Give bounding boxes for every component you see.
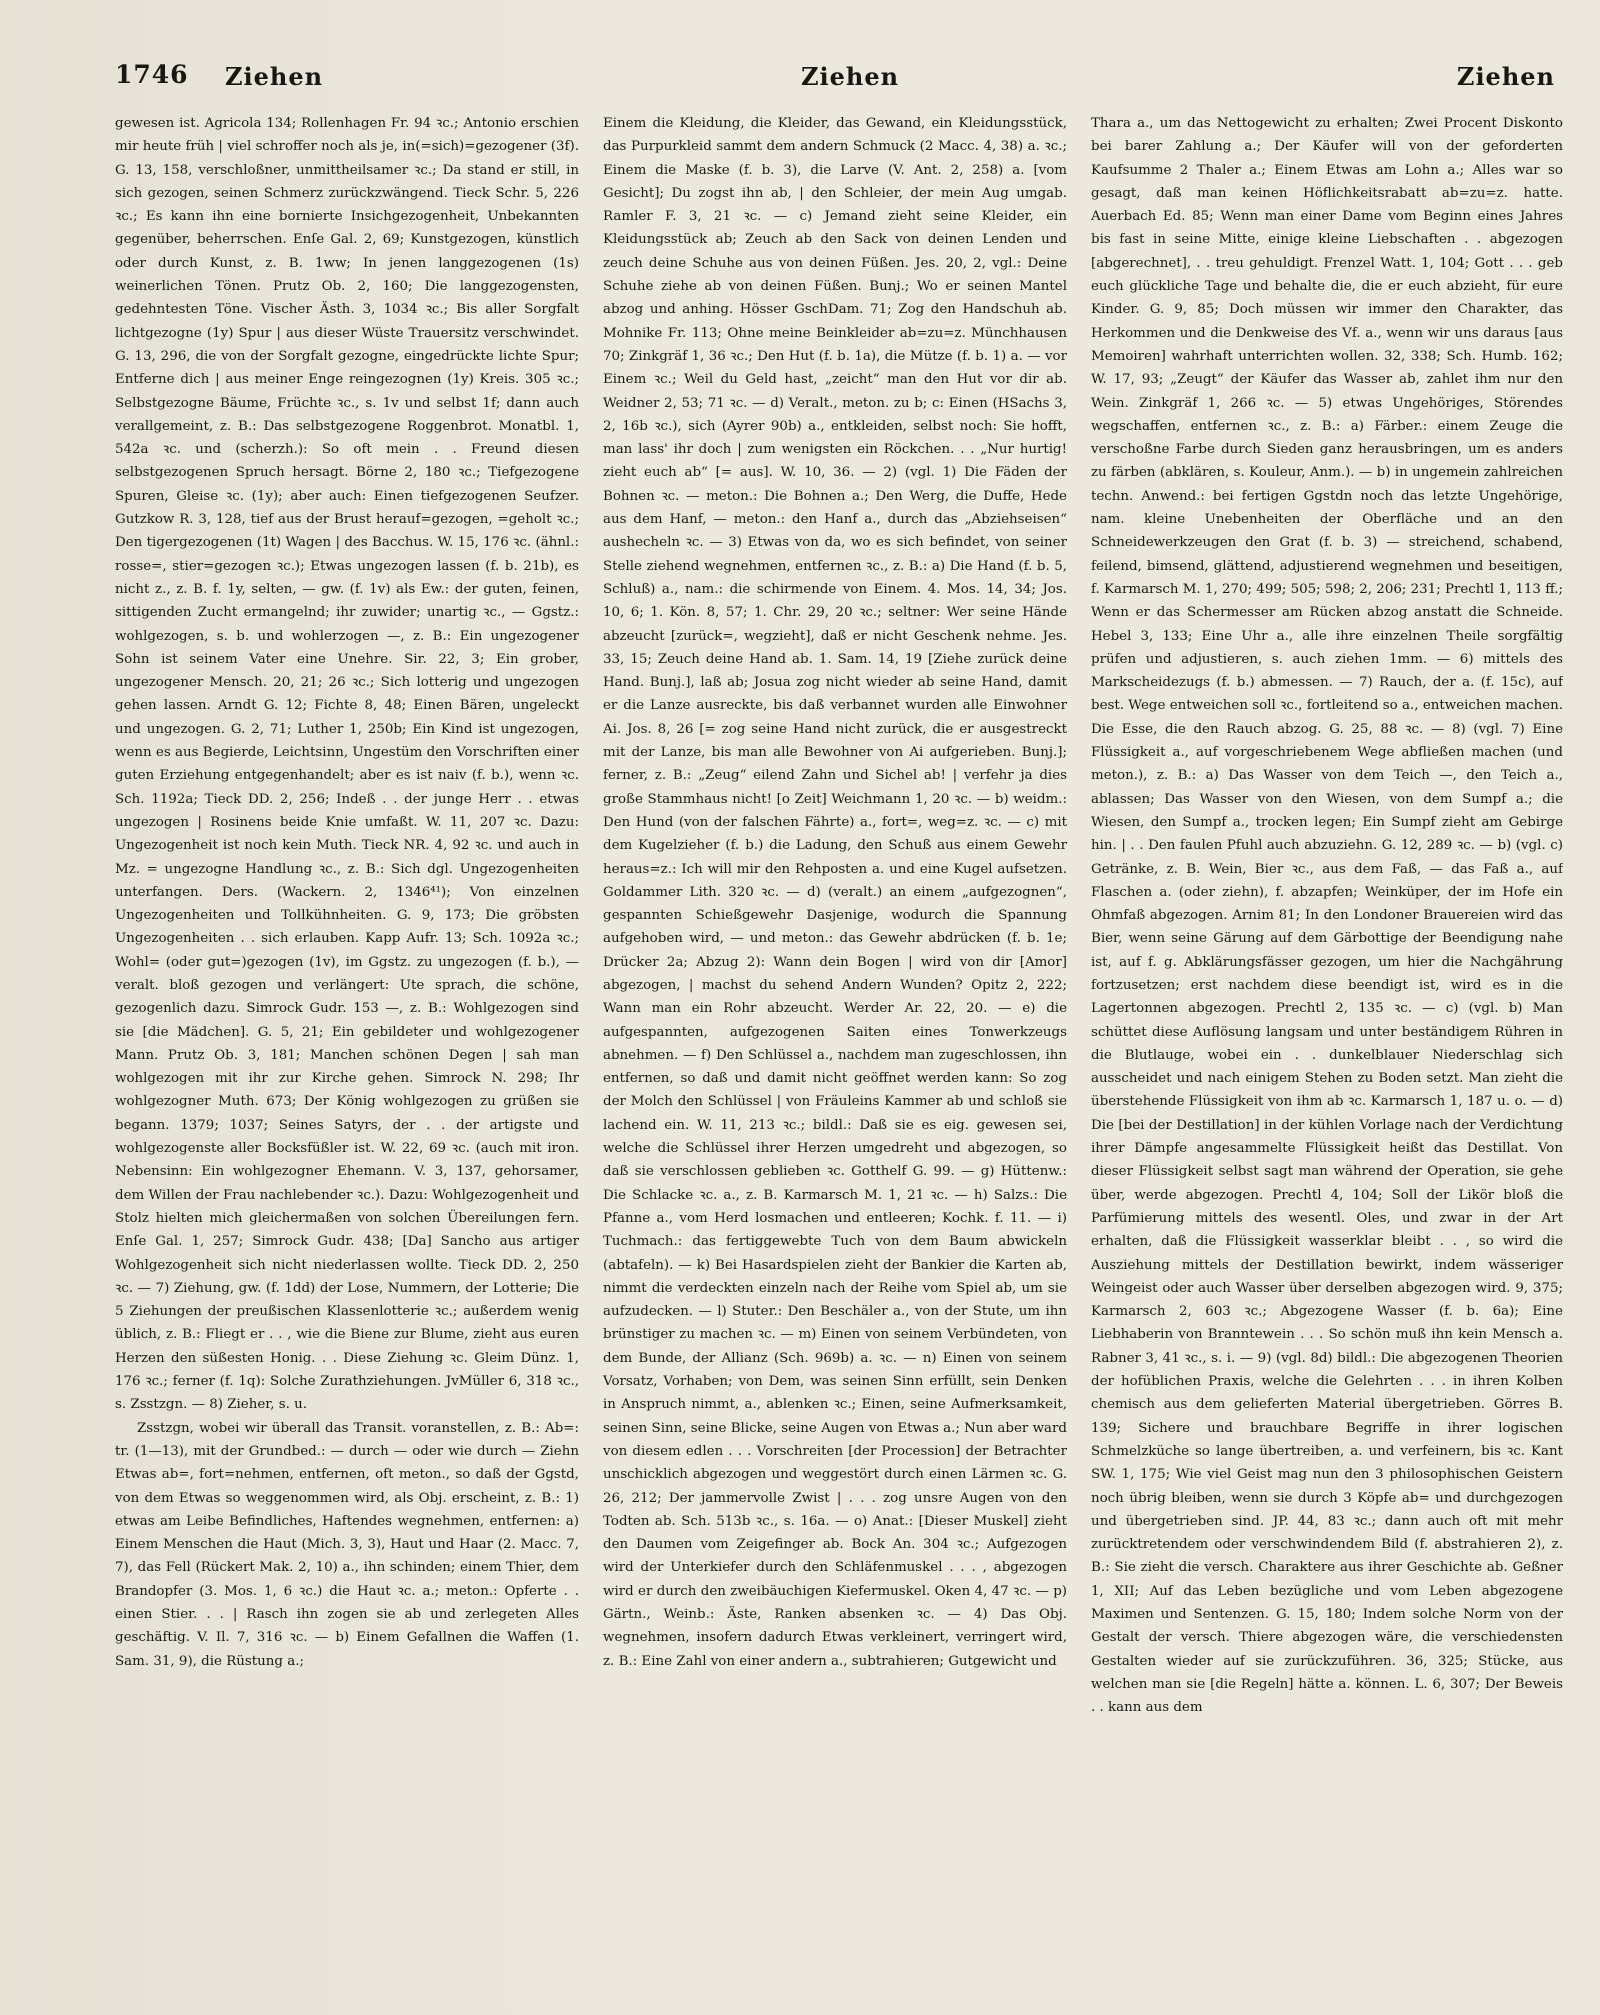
page-number: 1746: [115, 60, 189, 89]
column-middle: [603, 112, 1067, 1990]
running-head-center: Ziehen: [801, 62, 900, 91]
page-header: [115, 60, 1555, 100]
column-left-paragraph: gewesen ist. Agricola 134; Rollenhagen Fr. 94 ꝛc.; Antonio erschien mir heute früh | viel schroffer noch als je, in(=sich)=gezogener (3f). G. 13, 158, verschloßner, unmittheilsamer ꝛc.; Da stand er still, in sich gezogen, seinen Schmerz zurückzwängend. Tieck Schr. 5, 226 ꝛc.; Es kann ihn eine bornierte Insichgezogenheit, Unbekannten gegenüber, beherrschen. Enſe Gal. 2, 69; Kunstgezogen, künstlich oder durch Kunst, z. B. 1ww; In jenen langgezogenen (1s) weinerlichen Tönen. Prutz Ob. 2, 160; Die langgezogensten, gedehntesten Töne. Vischer Ästh. 3, 1034 ꝛc.; Bis aller Sorgfalt lichtgezogne (1y) Spur | aus dieser Wüste Trauersitz verschwindet. G. 13, 296, die von der Sorgfalt gezogne, eingedrückte lichte Spur; Entferne dich | aus meiner Enge reingezognen (1y) Kreis. 305 ꝛc.; Selbstgezogne Bäume, Früchte ꝛc., s. 1v und selbst 1f; dann auch verallgemeint, z. B.: Das selbstgezogene Roggenbrot. Monatbl. 1, 542a ꝛc. und (scherzh.): So oft mein . . Freund diesen selbstgezogenen Spruch hersagt. Börne 2, 180 ꝛc.; Tiefgezogene Spuren, Gleise ꝛc. (1y); aber auch: Einen tiefgezogenen Seufzer. Gutzkow R. 3, 128, tief aus der Brust herauf=gezogen, =geholt ꝛc.; Den tigergezogenen (1t) Wagen | des Bacchus. W. 15, 176 ꝛc. (ähnl.: rosse=, stier=gezogen ꝛc.); Etwas ungezogen lassen (f. b. 21b), es nicht z., z. B. f. 1y, selten, — gw. (f. 1v) als Ew.: der guten, feinen, sittigenden Zucht ermangelnd; ihr zuwider; unartig ꝛc., — Ggstz.: wohlgezogen, s. b. und wohlerzogen —, z. B.: Ein ungezogener Sohn ist seinem Vater eine Unehre. Sir. 22, 3; Ein grober, ungezogener Mensch. 20, 21; 26 ꝛc.; Sich lotterig und ungezogen gehen lassen. Arndt G. 12; Fichte 8, 48; Einen Bären, ungeleckt und ungezogen. G. 2, 71; Luther 1, 250b; Ein Kind ist ungezogen, wenn es aus Begierde, Leichtsinn, Ungestüm den Vorschriften einer guten Erziehung entgegenhandelt; aber es ist naiv (f. b.), wenn ꝛc. Sch. 1192a; Tieck DD. 2, 256; Indeß . . der junge Herr . . etwas ungezogen | Rosinens beide Knie umfaßt. W. 11, 207 ꝛc. Dazu: Ungezogenheit ist noch kein Muth. Tieck NR. 4, 92 ꝛc. und auch in Mz. = ungezogne Handlung ꝛc., z. B.: Sich dgl. Ungezogenheiten unterfangen. Ders. (Wackern. 2, 1346⁴¹); Von einzelnen Ungezogenheiten und Tollkühnheiten. G. 9, 173; Die gröbsten Ungezogenheiten . . sich erlauben. Kapp Aufr. 13; Sch. 1092a ꝛc.; Wohl= (oder gut=)gezogen (1v), im Ggstz. zu ungezogen (f. b.), — veralt. bloß gezogen und verlängert: Ute sprach, die schöne, gezogenlich dazu. Simrock Gudr. 153 —, z. B.: Wohlgezogen sind sie [die Mädchen]. G. 5, 21; Ein gebildeter und wohlgezogener Mann. Prutz Ob. 3, 181; Manchen schönen Degen | sah man wohlgezogen mit ihr zur Kirche gehen. Simrock N. 298; Ihr wohlgezogner Muth. 673; Der König wohlgezogen zu grüßen sie begann. 1379; 1037; Seines Satyrs, der . . der artigste und wohlgezogenste aller Bocksfüßler ist. W. 22, 69 ꝛc. (auch mit iron. Nebensinn: Ein wohlgezogner Ehemann. V. 3, 137, gehorsamer, dem Willen der Frau nachlebender ꝛc.). Dazu: Wohlgezogenheit und Stolz hielten mich gleichermaßen von solchen Übereilungen fern. Enſe Gal. 1, 257; Simrock Gudr. 438; [Da] Sancho aus artiger Wohlgezogenheit sich nicht niederlassen wollte. Tieck DD. 2, 250 ꝛc. — 7) Ziehung, gw. (f. 1dd) der Lose, Nummern, der Lotterie; Die 5 Ziehungen der preußischen Klassenlotterie ꝛc.; außerdem wenig üblich, z. B.: Fliegt er . . , wie die Biene zur Blume, zieht aus euren Herzen den süßesten Honig. . . Diese Ziehung ꝛc. Gleim Dünz. 1, 176 ꝛc.; ferner (f. 1q): Solche Zurathziehungen. JvMüller 6, 318 ꝛc., s. Zsstzgn. — 8) Zieher, s. u.: [115, 116, 579, 1413]
column-middle-paragraph: Einem die Kleidung, die Kleider, das Gewand, ein Kleidungsstück, das Purpurkleid sammt dem andern Schmuck (2 Macc. 4, 38) a. ꝛc.; Einem die Maske (f. b. 3), die Larve (V. Ant. 2, 258) a. [vom Gesicht]; Du zogst ihn ab, | den Schleier, der mein Aug umgab. Ramler F. 3, 21 ꝛc. — c) Jemand zieht seine Kleider, ein Kleidungsstück ab; Zeuch ab den Sack von deinen Lenden und zeuch deine Schuhe aus von deinen Füßen. Jes. 20, 2, vgl.: Deine Schuhe ziehe ab von deinen Füßen. Bunj.; Wo er seinen Mantel abzog und anhing. Hösser GschDam. 71; Zog den Handschuh ab. Mohnike Fr. 113; Ohne meine Beinkleider ab=zu=z. Münchhausen 70; Zinkgräf 1, 36 ꝛc.; Den Hut (f. b. 1a), die Mütze (f. b. 1) a. — vor Einem ꝛc.; Weil du Geld hast, „zeicht“ man den Hut vor dir ab. Weidner 2, 53; 71 ꝛc. — d) Veralt., meton. zu b; c: Einen (HSachs 3, 2, 16b ꝛc.), sich (Ayrer 90b) a., entkleiden, selbst noch: Sie hofft, man lass' ihr doch | zum wenigsten ein Röckchen. . . „Nur hurtig! zieht euch ab“ [= aus]. W. 10, 36. — 2) (vgl. 1) Die Fäden der Bohnen ꝛc. — meton.: Die Bohnen a.; Den Werg, die Duffe, Hede aus dem Hanf, — meton.: den Hanf a., durch das „Abziehseisen“ aushecheln ꝛc. — 3) Etwas von da, wo es sich befindet, von seiner Stelle ziehend wegnehmen, entfernen ꝛc., z. B.: a) Die Hand (f. b. 5, Schluß) a., nam.: die schirmende von Einem. 4. Mos. 14, 34; Jos. 10, 6; 1. Kön. 8, 57; 1. Chr. 29, 20 ꝛc.; seltner: Wer seine Hände abzeucht [zurück=, wegzieht], daß er nicht Geschenk nehme. Jes. 33, 15; Zeuch deine Hand ab. 1. Sam. 14, 19 [Ziehe zurück deine Hand. Bunj.], laß ab; Josua zog nicht wieder ab seine Hand, damit er die Lanze ausreckte, bis daß verbannet wurden alle Einwohner Ai. Jos. 8, 26 [= zog seine Hand nicht zurück, die er ausgestreckt mit der Lanze, bis man alle Bewohner von Ai aufgerieben. Bunj.]; ferner, z. B.: „Zeug“ eilend Zahn und Sichel ab! | verfehr ja dies große Stammhaus nicht! [o Zeit] Weichmann 1, 20 ꝛc. — b) weidm.: Den Hund (von der falschen Fährte) a., fort=, weg=z. ꝛc. — c) mit dem Kugelzieher (f. b.) die Ladung, den Schuß aus einem Gewehr heraus=z.: Ich will mir den Rehposten a. und eine Kugel aufsetzen. Goldammer Lith. 320 ꝛc. — d) (veralt.) an einem „aufgezognen“, gespannten Schießgewehr Dasjenige, wodurch die Spannung aufgehoben wird, — und meton.: das Gewehr abdrücken (f. b. 1e; Drücker 2a; Abzug 2): Wann dein Bogen | wird von dir [Amor] abgezogen, | machst du sehend Andern Wunden? Opitz 2, 222; Wann man ein Rohr abzeucht. Werder Ar. 22, 20. — e) die aufgespannten, aufgezogenen Saiten eines Tonwerkzeugs abnehmen. — f) Den Schlüssel a., nachdem man zugeschlossen, ihn entfernen, so daß und damit nicht geöffnet werden kann: So zog der Molch den Schlüssel | von Fräuleins Kammer ab und schloß sie lachend ein. W. 11, 213 ꝛc.; bildl.: Daß sie es eig. gewesen sei, welche die Schlüssel ihrer Herzen umgedreht und abgezogen, so daß sie verschlossen geblieben ꝛc. Gotthelf G. 99. — g) Hüttenw.: Die Schlacke ꝛc. a., z. B. Karmarsch M. 1, 21 ꝛc. — h) Salzs.: Die Pfanne a., vom Herd losmachen und entleeren; Kochk. f. 11. — i) Tuchmach.: das fertiggewebte Tuch von dem Baum abwickeln (abtafeln). — k) Bei Hasardspielen zieht der Bankier die Karten ab, nimmt die verdeckten einzeln nach der Reihe vom Spiel ab, um sie aufzudecken. — l) Stuter.: Den Beschäler a., von der Stute, um ihn brünstiger zu machen ꝛc. — m) Einen von seinem Verbündeten, von dem Bunde, der Allianz (Sch. 969b) a. ꝛc. — n) Einen von seinem Vorsatz, Vorhaben; von Dem, was seinen Sinn erfüllt, sein Denken in Anspruch nimmt, a., ablenken ꝛc.; Einen, seine Aufmerksamkeit, seinen Sinn, seine Blicke, seine Augen von Etwas a.; Nun aber ward von diesem edlen . . . Vorschreiten [der Procession] der Betrachter unschicklich abgezogen und weggestört durch einen Lärmen ꝛc. G. 26, 212; Der jammervolle Zwist | . . . zog unsre Augen von den Todten ab. Sch. 513b ꝛc., s. 16a. — o) Anat.: [Dieser Muskel] zieht den Daumen vom Zeigefinger ab. Bock An. 304 ꝛc.; Aufgezogen wird der Unterkiefer durch den Schläfenmuskel . . . , abgezogen wird er durch den zweibäuchigen Kiefermuskel. Oken 4, 47 ꝛc. — p) Gärtn., Weinb.: Äste, Ranken absenken ꝛc. — 4) Das Obj. wegnehmen, insofern dadurch Etwas verkleinert, verringert wird, z. B.: Eine Zahl von einer andern a., subtrahieren; Gutgewicht und: [603, 116, 1067, 1669]
column-left-paragraph: Zsstzgn, wobei wir überall das Transit. voranstellen, z. B.: Ab=: tr. (1—13), mit der Grundbed.: — durch — oder wie durch — Ziehn Etwas ab=, fort=nehmen, entfernen, oft meton., so daß der Ggstd, von dem Etwas so weggenommen wird, als Obj. erscheint, z. B.: 1) etwas am Leibe Befindliches, Haftendes wegnehmen, entfernen: a) Einem Menschen die Haut (Mich. 3, 3), Haut und Haar (2. Macc. 7, 7), das Fell (Rückert Mak. 2, 10) a., ihn schinden; einem Thier, dem Brandopfer (3. Mos. 1, 6 ꝛc.) die Haut ꝛc. a.; meton.: Opferte . . einen Stier. . . | Rasch ihn zogen sie ab und zerlegeten Alles geschäftig. V. Il. 7, 316 ꝛc. — b) Einem Gefallnen die Waffen (1. Sam. 31, 9), die Rüstung a.;: [115, 1420, 579, 1669]
text-columns: [115, 112, 1563, 1990]
running-head-left: Ziehen: [225, 62, 324, 91]
running-head-right: Ziehen: [1456, 62, 1555, 91]
column-right-paragraph: Thara a., um das Nettogewicht zu erhalten; Zwei Procent Diskonto bei barer Zahlung a.; Der Käufer will von der geforderten Kaufsumme 2 Thaler a.; Einem Etwas am Lohn a.; Alles war so gesagt, daß man keinen Höflichkeitsrabatt ab=zu=z. hatte. Auerbach Ed. 85; Wenn man einer Dame vom Beginn eines Jahres bis fast in seine Mitte, einige kleine Liebschaften . . abgezogen [abgerechnet], . . treu gehuldigt. Frenzel Watt. 1, 104; Gott . . . geb euch glückliche Tage und behalte die, die er euch abzieht, für eure Kinder. G. 9, 85; Doch müssen wir immer den Charakter, das Herkommen und die Denkweise des Vf. a., wenn wir uns daraus [aus Memoiren] wahrhaft unterrichten wollen. 32, 338; Sch. Humb. 162; W. 17, 93; „Zeugt“ der Käufer das Wasser ab, zahlet ihm nur den Wein. Zinkgräf 1, 266 ꝛc. — 5) etwas Ungehöriges, Störendes wegschaffen, entfernen ꝛc., z. B.: a) Färber.: einem Zeuge die verschoßne Farbe durch Sieden ganz herausbringen, um es anders zu färben (abklären, s. Kouleur, Anm.). — b) in ungemein zahlreichen techn. Anwend.: bei fertigen Ggstdn noch das letzte Ungehörige, nam. kleine Unebenheiten der Oberfläche und an den Schneidewerkzeugen den Grat (f. b. 3) — streichend, schabend, feilend, bimsend, glättend, adjustierend wegnehmen und beseitigen, f. Karmarsch M. 1, 270; 499; 505; 598; 2, 206; 231; Prechtl 1, 113 ff.; Wenn er das Schermesser am Rücken abzog anstatt die Schneide. Hebel 3, 133; Eine Uhr a., alle ihre einzelnen Theile sorgfältig prüfen und adjustieren, s. auch ziehen 1mm. — 6) mittels des Markscheidezugs (f. b.) abmessen. — 7) Rauch, der a. (f. 15c), auf best. Wege entweichen soll ꝛc., fortleitend so a., entweichen machen. Die Esse, die den Rauch abzog. G. 25, 88 ꝛc. — 8) (vgl. 7) Eine Flüssigkeit a., auf vorgeschriebenem Wege abfließen machen (und meton.), z. B.: a) Das Wasser von dem Teich —, den Teich a., ablassen; Das Wasser von den Wiesen, von dem Sumpf a.; die Wiesen, den Sumpf a., trocken legen; Ein Sumpf zieht am Gebirge hin. | . . Den faulen Pfuhl auch abzuziehn. G. 12, 289 ꝛc. — b) (vgl. c) Getränke, z. B. Wein, Bier ꝛc., aus dem Faß, — das Faß a., auf Flaschen a. (oder ziehn), f. abzapfen; Weinküper, der im Hofe ein Ohmfaß abgezogen. Arnim 81; In den Londoner Brauereien wird das Bier, wenn seine Gärung auf dem Gärbottige der Beendigung nahe ist, auf f. g. Abklärungsfässer gezogen, um hier die Nachgährung fortzusetzen; erst nachdem diese beendigt ist, wird es in die Lagertonnen abgezogen. Prechtl 2, 135 ꝛc. — c) (vgl. b) Man schüttet diese Auflösung langsam und unter beständigem Rühren in die Blutlauge, wobei ein . . dunkelblauer Niederschlag sich ausscheidet und nach einigem Stehen zu Boden setzt. Man zieht die überstehende Flüssigkeit von ihm ab ꝛc. Karmarsch 1, 187 u. o. — d) Die [bei der Destillation] in der kühlen Vorlage nach der Verdichtung ihrer Dämpfe angesammelte Flüssigkeit heißt das Destillat. Von dieser Flüssigkeit selbst sagt man während der Operation, sie gehe über, werde abgezogen. Prechtl 4, 104; Soll der Likör bloß die Parfümierung mittels des wesentl. Oles, und zwar in der Art erhalten, daß die Flüssigkeit wasserklar bleibt . . , so wird die Ausziehung mittels der Destillation bewirkt, indem wässeriger Weingeist oder auch Wasser über derselben abgezogen wird. 9, 375; Karmarsch 2, 603 ꝛc.; Abgezogene Wasser (f. b. 6a); Eine Liebhaberin von Branntewein . . . So schön muß ihn kein Mensch a. Rabner 3, 41 ꝛc., s. i. — 9) (vgl. 8d) bildl.: Die abgezogenen Theorien der hofüblichen Praxis, welche die Gelehrten . . . in ihren Kolben chemisch aus dem gelieferten Material übergetrieben. Görres B. 139; Sichere und brauchbare Begriffe in ihrer logischen Schmelzküche so lange übertreiben, a. und verfeinern, bis ꝛc. Kant SW. 1, 175; Wie viel Geist mag nun den 3 philosophischen Geistern noch übrig bleiben, wenn sie durch 3 Köpfe ab= und durchgezogen und übergetrieben sind. JP. 44, 83 ꝛc.; dann auch oft mit mehr zurücktretendem oder verschwindendem Bild (f. abstrahieren 2), z. B.: Sie zieht die versch. Charaktere aus ihrer Geschichte ab. Geßner 1, XII; Auf das Leben bezügliche und vom Leben abgezogene Maximen und Sentenzen. G. 15, 180; Indem solche Norm von der Gestalt der versch. Thiere abgezogen wäre, die verschiedensten Gestalten wieder auf sie zurückzuführen. 36, 325; Stücke, aus welchen man sie [die Regeln] hätte a. können. L. 6, 307; Der Beweis . . kann aus dem: [1091, 116, 1563, 1716]
column-right: [1091, 112, 1563, 1990]
column-left: [115, 112, 579, 1990]
